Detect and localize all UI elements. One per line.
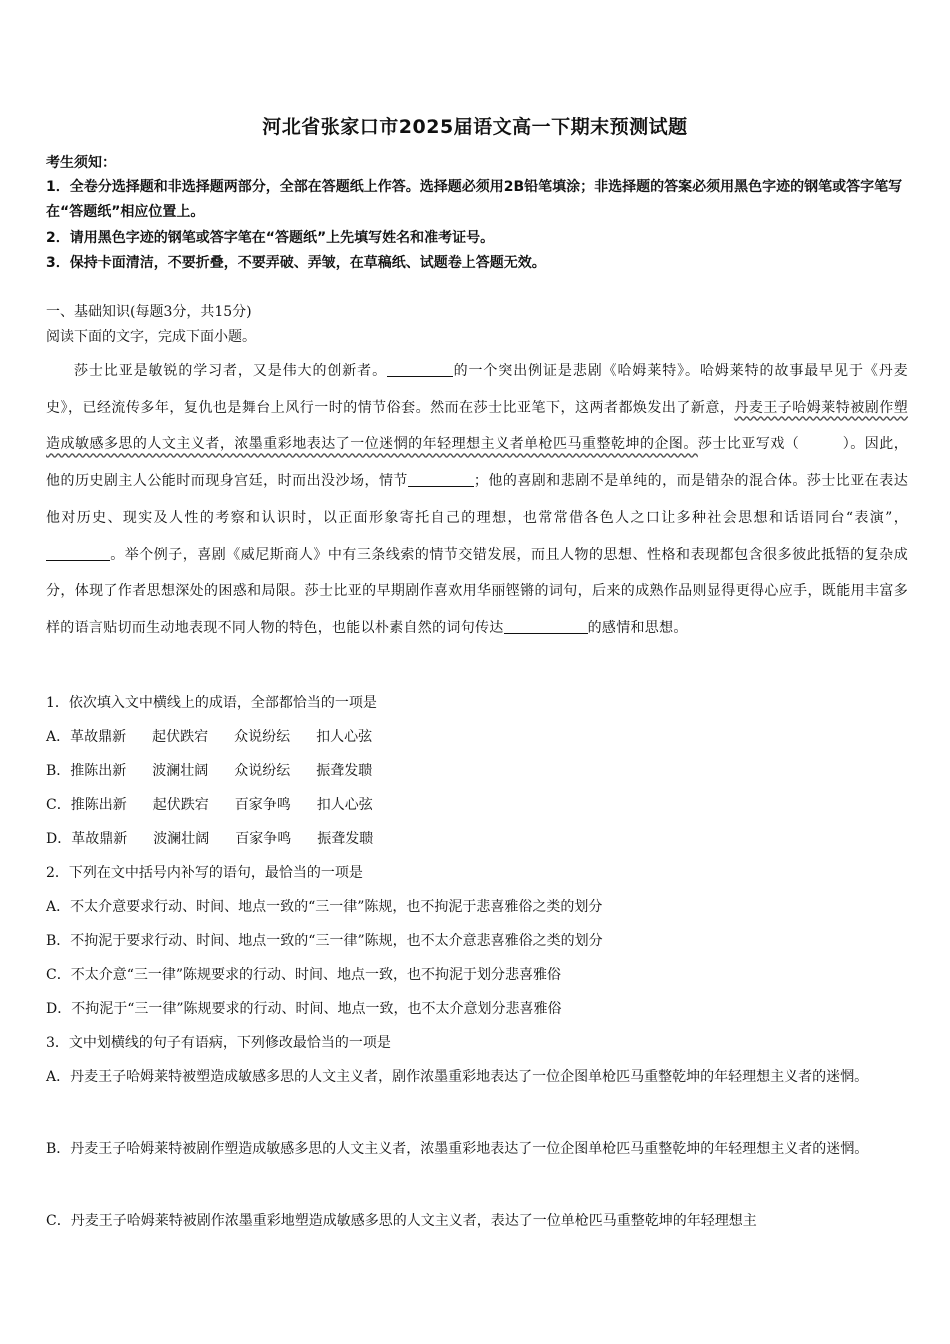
passage-text-4: 莎士比亚写戏（ ）。因此，他的历史剧主人公能时而现身宫廷，时而出没沙场，情节	[46, 436, 909, 490]
option-label: B．	[46, 763, 71, 779]
option-word: 起伏跌宕	[152, 729, 209, 745]
notice-item-2: 2．请用黑色字迹的钢笔或答字笔在“答题纸”上先填写姓名和准考证号。	[46, 230, 495, 246]
question-3-option-b: B．丹麦王子哈姆莱特被剧作塑造成敏感多思的人文主义者，浓墨重彩地表达了一位企图单枪匹马重整乾坤的年轻理想主义者的迷惘。	[46, 1141, 869, 1157]
question-3-option-a: A．丹麦王子哈姆莱特被塑造成敏感多思的人文主义者，剧作浓墨重彩地表达了一位企图单枪匹马重整乾坤的年轻理想主义者的迷惘。	[46, 1069, 869, 1085]
option-label: A．	[46, 729, 71, 745]
underlined-sentence: 丹麦王子哈姆莱特被剧作塑造成敏感多思的人文主义者，浓墨重彩地表达了一位迷惘的年轻理想主义者单枪匹马重整乾坤的企图。	[46, 399, 908, 453]
option-label: C．	[46, 797, 71, 813]
page-title: 河北省张家口市2025届语文高一下期末预测试题	[262, 116, 688, 138]
option-label: D．	[46, 831, 72, 847]
question-1-option-a	[46, 726, 908, 746]
option-word: 起伏跌宕	[152, 797, 209, 813]
option-word: 振聋发聩	[317, 831, 374, 847]
question-1-option-c	[46, 794, 908, 814]
reading-passage	[46, 353, 908, 647]
option-word: 众说纷纭	[234, 729, 291, 745]
question-2-option-b: B．不拘泥于要求行动、时间、地点一致的“三一律”陈规，也不太介意悲喜雅俗之类的划分	[46, 933, 603, 949]
passage-text-6: 。举个例子，喜剧《威尼斯商人》中有三条线索的情节交错发展，而且人物的思想、性格和表现都包含很多彼此抵牾的复杂成分，体现了作者思想深处的困惑和局限。莎士比亚的早期剧作喜欢用华丽铿锵的词句，后来的成熟作品则显得更得心应手，既能用丰富多样的语言贴切而生动地表现不同人物的特色，也能以朴素自然的词句传达	[46, 546, 908, 636]
section-heading: 一、基础知识(每题3分，共15分)	[46, 304, 252, 320]
fill-blank-1	[387, 361, 453, 377]
passage-text-1: 莎士比亚是敏锐的学习者，又是伟大的创新者。	[74, 363, 387, 379]
option-word: 扣人心弦	[316, 797, 373, 813]
question-3-stem: 3．文中划横线的句子有语病，下列修改最恰当的一项是	[46, 1035, 391, 1051]
question-2-option-a: A．不太介意要求行动、时间、地点一致的“三一律”陈规，也不拘泥于悲喜雅俗之类的划分	[46, 899, 603, 915]
option-word: 推陈出新	[70, 797, 127, 813]
question-2-stem: 2．下列在文中括号内补写的语句，最恰当的一项是	[46, 865, 363, 881]
option-word: 众说纷纭	[234, 763, 291, 779]
question-1-option-d	[46, 828, 908, 848]
question-2-option-c: C．不太介意“三一律”陈规要求的行动、时间、地点一致，也不拘泥于划分悲喜雅俗	[46, 967, 562, 983]
fill-blank-4	[504, 618, 588, 634]
option-word: 革故鼎新	[70, 729, 127, 745]
option-word: 振聋发聩	[316, 763, 373, 779]
question-1-option-b	[46, 760, 908, 780]
option-word: 波澜壮阔	[153, 831, 210, 847]
option-word: 百家争鸣	[234, 797, 291, 813]
notice-heading: 考生须知：	[46, 155, 116, 171]
option-word: 革故鼎新	[71, 831, 128, 847]
notice-item-3: 3．保持卡面清洁，不要折叠，不要弄破、弄皱，在草稿纸、试题卷上答题无效。	[46, 255, 546, 271]
passage-text-7: 的感情和思想。	[587, 619, 688, 636]
passage-text-2: 的一个突出例证是悲剧《哈姆莱特》。哈姆莱特的故事最早见于《丹麦史》，已经流传多年，复仇也是舞台上风行一时的情节俗套。然而在莎士比亚笔下，这两者都焕发出了新意，	[46, 363, 908, 416]
fill-blank-2	[408, 471, 474, 487]
reading-intro: 阅读下面的文字，完成下面小题。	[46, 329, 256, 345]
option-word: 波澜壮阔	[152, 763, 209, 779]
question-1-stem: 1．依次填入文中横线上的成语，全部都恰当的一项是	[46, 695, 377, 711]
fill-blank-3	[46, 545, 110, 561]
notice-item-1: 1．全卷分选择题和非选择题两部分，全部在答题纸上作答。选择题必须用2B铅笔填涂；非选择题的答案必须用黑色字迹的钢笔或答字笔写在“答题纸”相应位置上。	[46, 179, 903, 220]
option-word: 推陈出新	[70, 763, 127, 779]
question-3-option-c: C．丹麦王子哈姆莱特被剧作浓墨重彩地塑造成敏感多思的人文主义者，表达了一位单枪匹马重整乾坤的年轻理想主	[46, 1213, 757, 1229]
question-2-option-d: D．不拘泥于“三一律”陈规要求的行动、时间、地点一致，也不太介意划分悲喜雅俗	[46, 1001, 562, 1017]
option-word: 百家争鸣	[235, 831, 292, 847]
option-word: 扣人心弦	[316, 729, 373, 745]
passage-text-5: ；他的喜剧和悲剧不是单纯的，而是错杂的混合体。莎士比亚在表达他对历史、现实及人性的考察和认识时，以正面形象寄托自己的理想，也常常借各色人之口让多种社会思想和话语同台“表演”，	[46, 473, 909, 526]
